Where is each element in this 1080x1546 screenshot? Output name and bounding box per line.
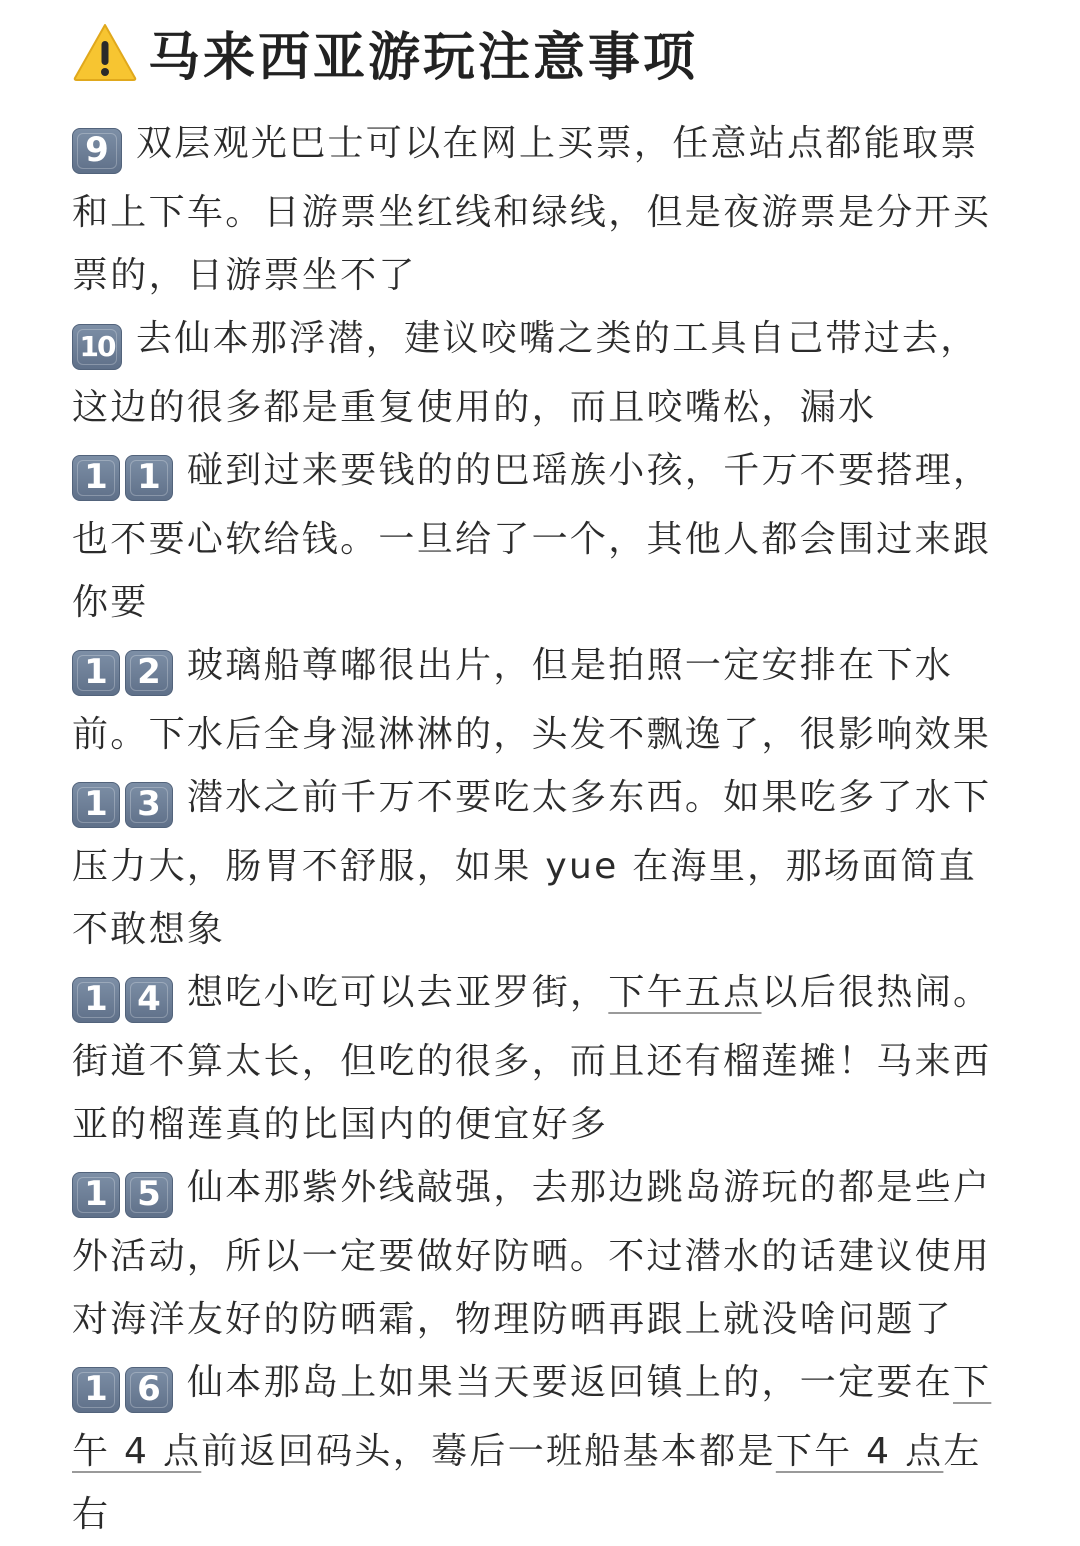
keycap-digit: 10 [72, 324, 122, 370]
tip-text: 想吃小吃可以去亚罗街， [187, 972, 609, 1013]
tip-item [72, 961, 1010, 1156]
tip-item [72, 766, 1010, 961]
tip-text: 仙本那紫外线敲强，去那边跳岛游玩的都是些户外活动，所以一定要做好防晒。不过潜水的话建议使用对海洋友好的防晒霜，物理防晒再跟上就没啥问题了 [72, 1167, 992, 1340]
tip-text: 双层观光巴士可以在网上买票，任意站点都能取票和上下车。日游票坐红线和绿线，但是夜游票是分开买票的，日游票坐不了 [72, 123, 992, 296]
tip-text: 以后很热闹。街道不算太长，但吃的很多，而且还有榴莲摊！马来西亚的榴莲真的比国内的便宜好多 [72, 972, 992, 1145]
keycap-digit: 1 [72, 782, 120, 828]
tip-text: 玻璃船尊嘟很出片，但是拍照一定安排在下水前。下水后全身湿淋淋的，头发不飘逸了，很影响效果 [72, 645, 992, 755]
tip-item [72, 1156, 1010, 1351]
number-keycap-badge [72, 1162, 173, 1225]
keycap-digit: 1 [125, 455, 173, 501]
keycap-digit: 1 [72, 455, 120, 501]
tip-item [72, 634, 1010, 766]
number-keycap-badge [72, 1357, 173, 1420]
tip-item [72, 112, 1010, 307]
tip-text: 碰到过来要钱的的巴瑶族小孩，千万不要搭理，也不要心软给钱。一旦给了一个，其他人都会围过来跟你要 [72, 450, 992, 623]
page-title: 马来西亚游玩注意事项 [148, 27, 699, 88]
tip-text: 仙本那岛上如果当天要返回镇上的，一定要在 [187, 1362, 954, 1403]
tip-text: 左右 [72, 1431, 982, 1535]
keycap-digit: 4 [125, 977, 173, 1023]
tip-text: 前返回码头，蓦后一班船基本都是 [201, 1431, 776, 1472]
keycap-digit: 2 [125, 650, 173, 696]
keycap-digit: 1 [72, 1172, 120, 1218]
tip-item [72, 307, 1010, 439]
tip-text: 去仙本那浮潜，建议咬嘴之类的工具自己带过去，这边的很多都是重复使用的，而且咬嘴松，漏水 [72, 318, 979, 428]
keycap-digit: 3 [125, 782, 173, 828]
warning-icon [72, 22, 138, 82]
number-keycap-badge [72, 772, 173, 835]
keycap-digit: 1 [72, 650, 120, 696]
tip-text: 潜水之前千万不要吃太多东西。如果吃多了水下压力大，肠胃不舒服，如果 yue 在海里，那场面简直不敢想象 [72, 777, 992, 950]
keycap-digit: 5 [125, 1172, 173, 1218]
underlined-text: 下午 4 点 [775, 1431, 944, 1472]
tip-item [72, 439, 1010, 634]
underlined-text: 下午五点 [608, 972, 762, 1013]
tips-list [72, 112, 1010, 1546]
number-keycap-badge [72, 445, 173, 508]
tip-item [72, 1351, 1010, 1546]
keycap-digit: 6 [125, 1367, 173, 1413]
title-row [72, 12, 1010, 92]
number-keycap-badge [72, 967, 173, 1030]
number-keycap-badge [72, 118, 122, 181]
keycap-digit: 1 [72, 977, 120, 1023]
keycap-digit: 9 [72, 128, 122, 174]
keycap-digit: 1 [72, 1367, 120, 1413]
number-keycap-badge [72, 313, 122, 376]
number-keycap-badge [72, 640, 173, 703]
underlined-text: 下午 4 点 [72, 1362, 992, 1472]
